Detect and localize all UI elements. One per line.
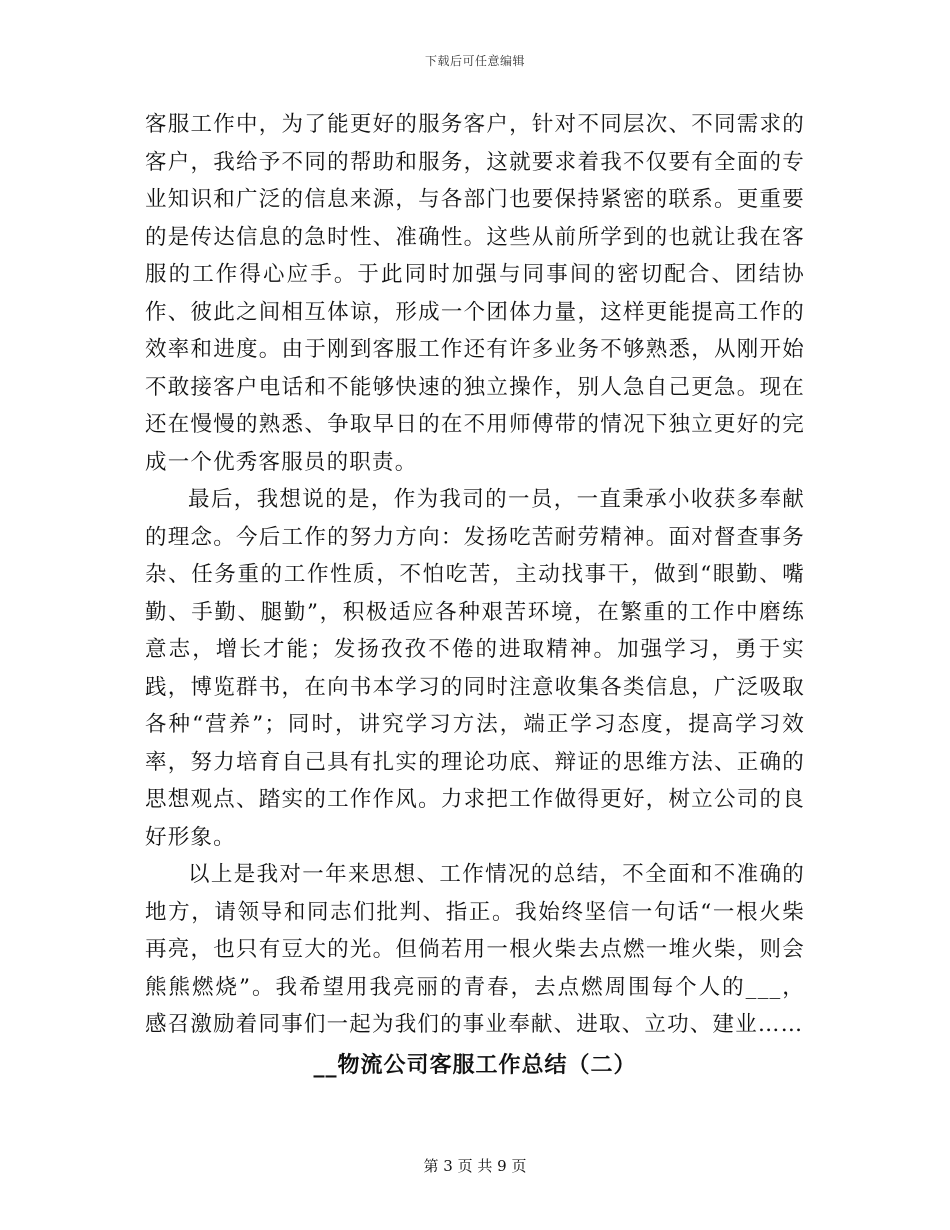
paragraph-summary: 以上是我对一年来思想、工作情况的总结，不全面和不准确的地方，请领导和同志们批判、指正。我始终坚信一句话“一根火柴再亮，也只有豆大的光。但倘若用一根火柴去点燃一堆火柴，则会熊熊燃烧”。我希望用我亮丽的青春，去点燃周围每个人的___，感召激励着同事们一起为我们的事业奉献、进取、立功、建业…… [145,862,805,1037]
section-title: __物流公司客服工作总结（二） [313,1051,637,1078]
page-header: 下载后可任意编辑 [424,54,525,68]
document-body [145,106,805,1082]
page-number: 第 3 页 共 9 页 [423,1157,527,1175]
paragraph-final-thoughts: 最后，我想说的是，作为我司的一员，一直秉承小收获多奉献的理念。今后工作的努力方向：发扬吃苦耐劳精神。面对督查事务杂、任务重的工作性质，不怕吃苦，主动找事干，做到“眼勤、嘴勤、手勤、腿勤”，积极适应各种艰苦环境，在繁重的工作中磨练意志，增长才能；发扬孜孜不倦的进取精神。加强学习，勇于实践，博览群书，在向书本学习的同时注意收集各类信息，广泛吸取各种“营养”；同时，讲究学习方法，端正学习态度，提高学习效率，努力培育自己具有扎实的理论功底、辩证的思维方法、正确的思想观点、踏实的工作作风。力求把工作做得更好，树立公司的良好形象。 [145,487,805,850]
paragraph-continued: 客服工作中，为了能更好的服务客户，针对不同层次、不同需求的客户，我给予不同的帮助和服务，这就要求着我不仅要有全面的专业知识和广泛的信息来源，与各部门也要保持紧密的联系。更重要的是传达信息的急时性、准确性。这些从前所学到的也就让我在客服的工作得心应手。于此同时加强与同事间的密切配合、团结协作、彼此之间相互体谅，形成一个团体力量，这样更能提高工作的效率和进度。由于刚到客服工作还有许多业务不够熟悉，从刚开始不敢接客户电话和不能够快速的独立操作，别人急自己更急。现在还在慢慢的熟悉、争取早日的在不用师傅带的情况下独立更好的完成一个优秀客服员的职责。 [145,112,805,475]
